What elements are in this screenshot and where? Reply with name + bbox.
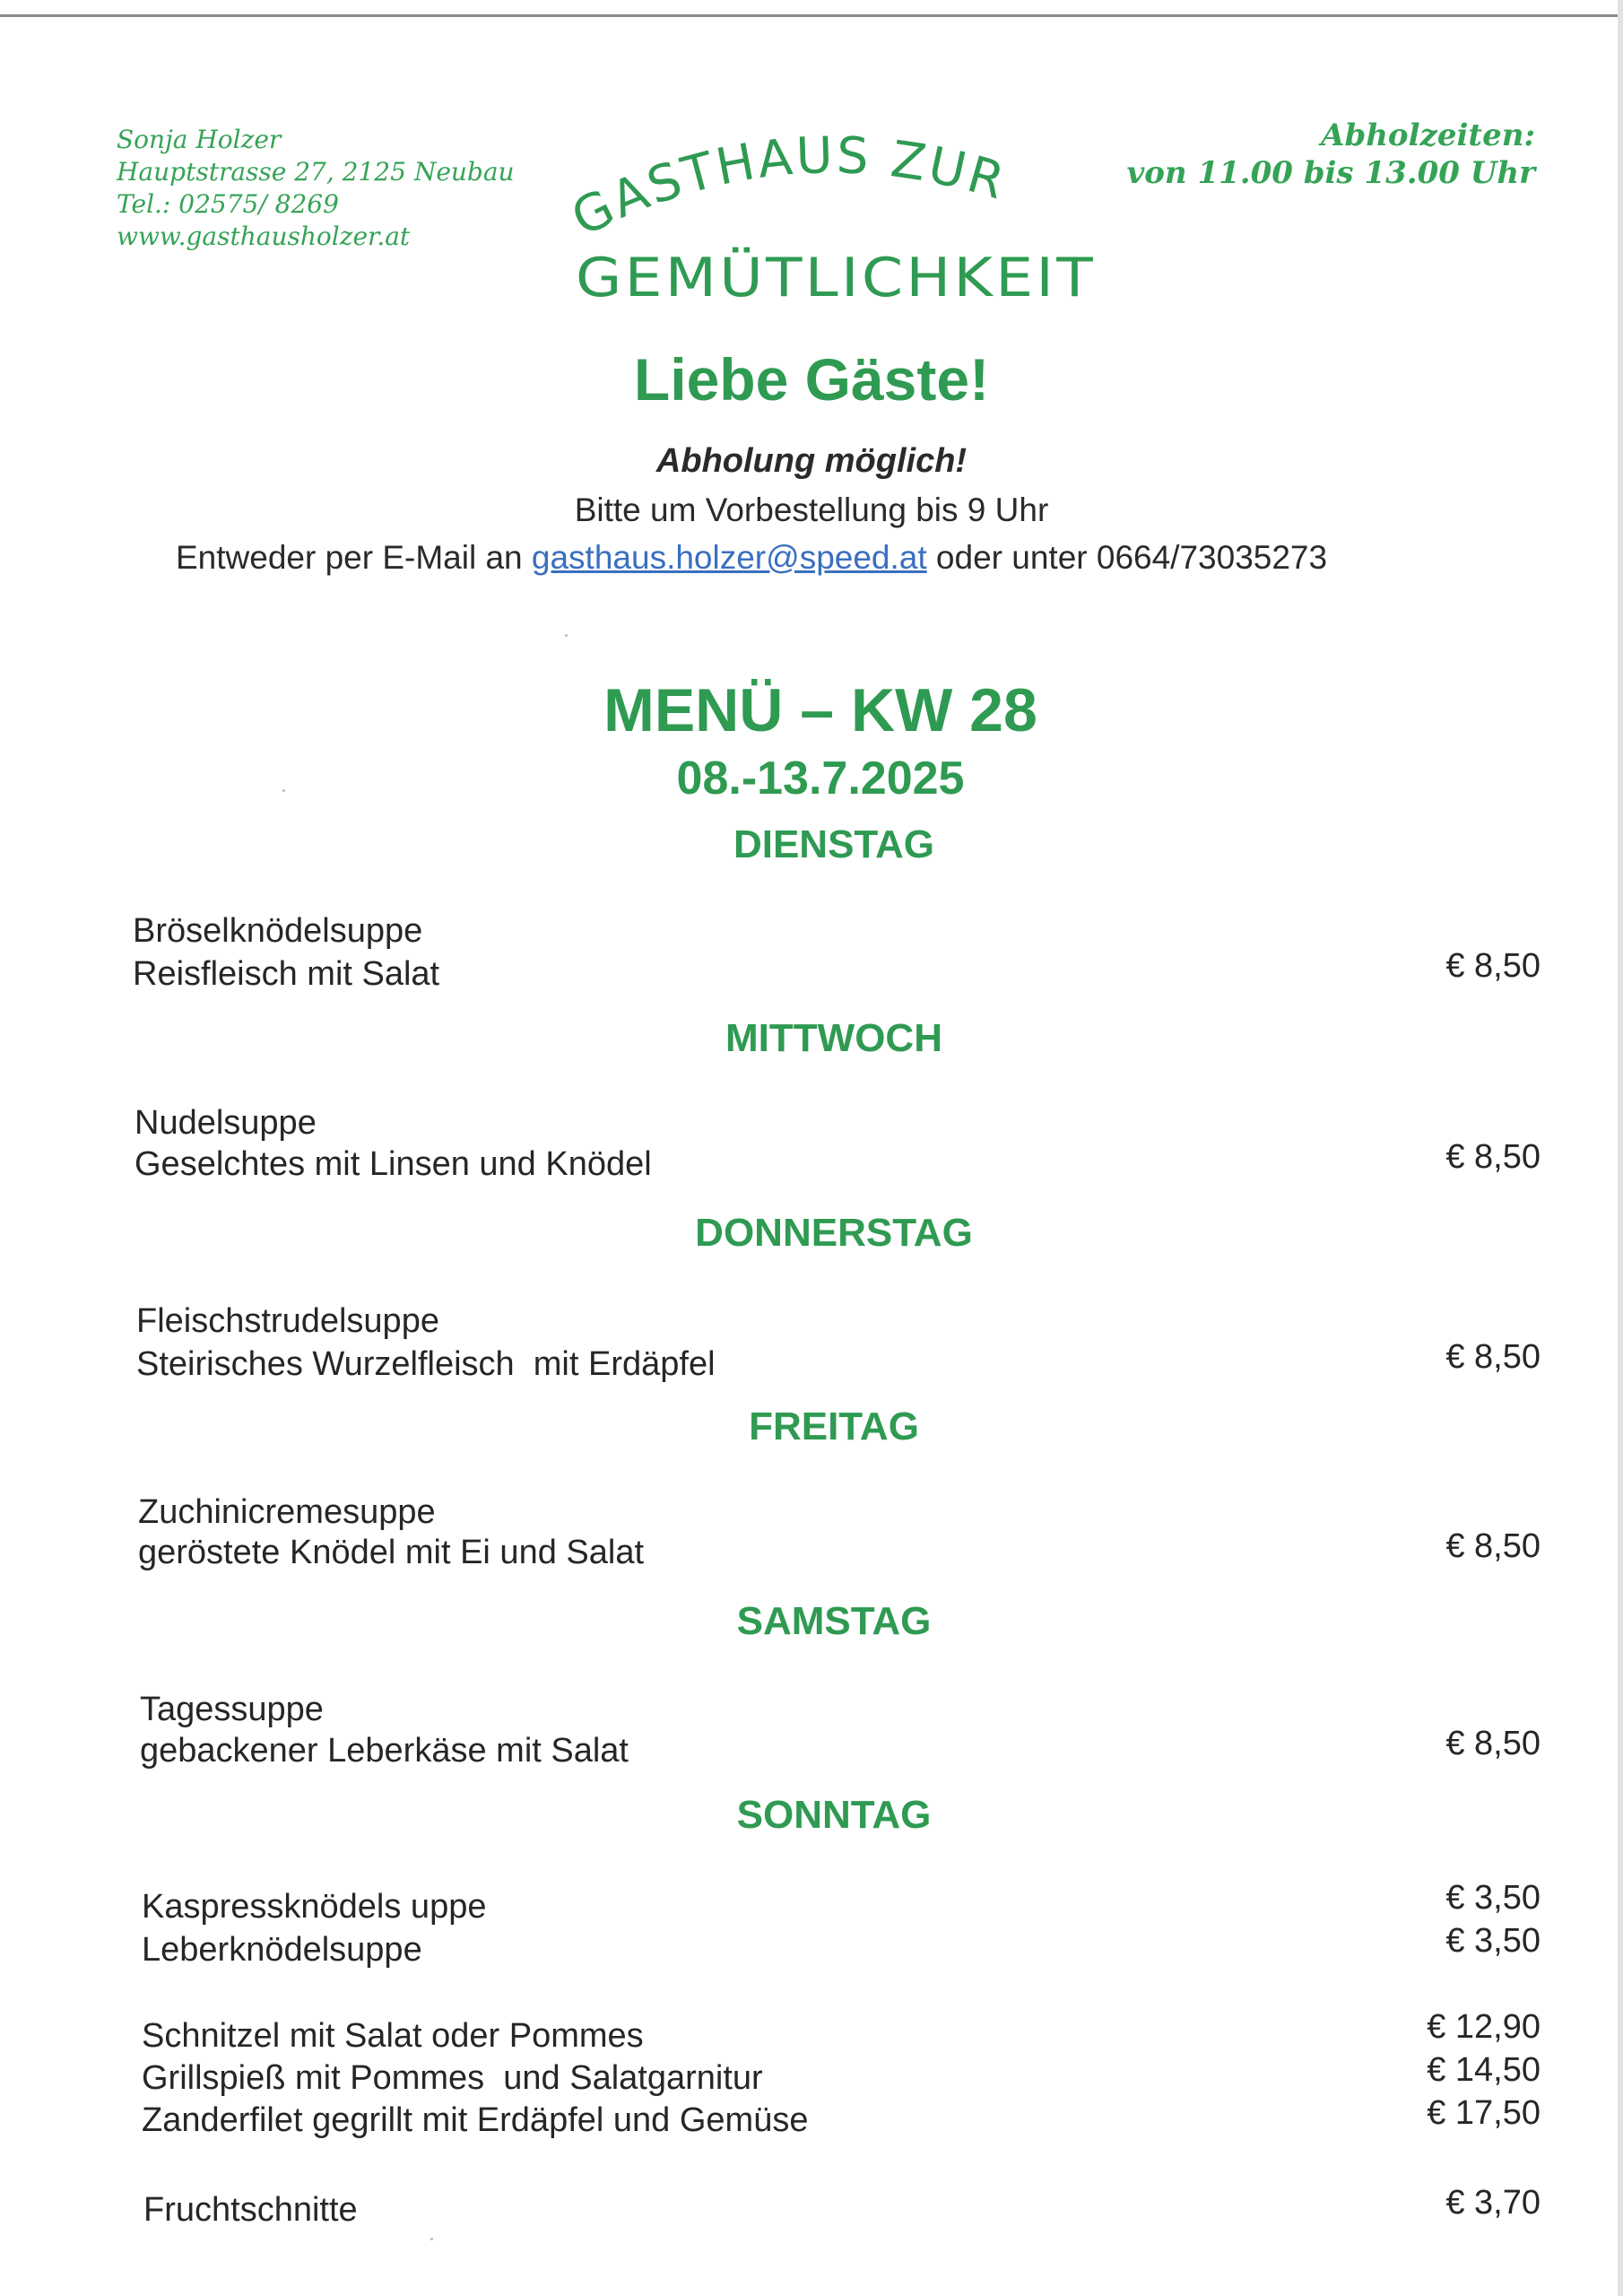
- scan-speck: [565, 634, 568, 637]
- menu-item-price: € 8,50: [1445, 1338, 1541, 1376]
- pickup-times: [1126, 117, 1535, 192]
- menu-date-range: 08.-13.7.2025: [676, 752, 965, 804]
- order-contact-line: [176, 539, 1327, 577]
- menu-item-dish: Schnitzel mit Salat oder Pommes: [142, 2017, 644, 2055]
- logo-line-2: GEMÜTLICHKEIT: [576, 247, 1047, 309]
- menu-item-price: € 3,70: [1445, 2184, 1541, 2222]
- pickup-possible-note: Abholung möglich!: [655, 442, 968, 480]
- contact-name: Sonja Holzer: [117, 125, 282, 154]
- scan-top-edge: [0, 14, 1623, 17]
- day-heading-friday: FREITAG: [749, 1405, 919, 1448]
- day-heading-thursday: DONNERSTAG: [695, 1211, 973, 1255]
- greeting: Liebe Gäste!: [633, 346, 990, 413]
- logo-line-1: GASTHAUS ZUR: [562, 126, 1013, 248]
- menu-item-dish: geröstete Knödel mit Ei und Salat: [138, 1534, 645, 1571]
- scan-right-edge: [1618, 0, 1623, 2296]
- menu-item-dish: Leberknödelsuppe: [142, 1931, 422, 1969]
- menu-item-dish: Fleischstrudelsuppe: [136, 1302, 439, 1340]
- menu-item-dish: Geselchtes mit Linsen und Knödel: [135, 1145, 652, 1183]
- menu-item-price: € 8,50: [1445, 947, 1541, 985]
- day-heading-saturday: SAMSTAG: [736, 1599, 932, 1643]
- menu-item-dish: Kaspressknödels uppe: [142, 1888, 487, 1926]
- menu-item-dish: Fruchtschnitte: [143, 2191, 358, 2229]
- day-heading-sunday: SONNTAG: [736, 1793, 932, 1837]
- menu-item-dish: Reisfleisch mit Salat: [133, 955, 440, 993]
- menu-item-dish: Nudelsuppe: [135, 1104, 317, 1142]
- email-link[interactable]: gasthaus.holzer@speed.at: [531, 539, 927, 576]
- contact-block: [117, 124, 515, 253]
- menu-item-price: € 12,90: [1427, 2008, 1541, 2046]
- restaurant-logo-graphic: [556, 126, 1112, 323]
- menu-item-price: € 8,50: [1445, 1138, 1541, 1176]
- menu-item-price: € 3,50: [1445, 1922, 1541, 1960]
- scan-speck: [282, 789, 285, 792]
- menu-item-price: € 8,50: [1445, 1527, 1541, 1565]
- restaurant-logo: [556, 126, 1112, 323]
- menu-item-price: € 14,50: [1427, 2051, 1541, 2089]
- menu-item-dish: Grillspieß mit Pommes und Salatgarnitur: [142, 2059, 763, 2097]
- menu-title: MENÜ – KW 28: [603, 676, 1037, 744]
- menu-item-price: € 3,50: [1445, 1879, 1541, 1917]
- contact-suffix: oder unter 0664/73035273: [926, 539, 1328, 576]
- day-heading-wednesday: MITTWOCH: [725, 1016, 942, 1060]
- menu-item-dish: Zanderfilet gegrillt mit Erdäpfel und Gemüse: [142, 2101, 809, 2139]
- menu-item-dish: Zuchinicremesuppe: [138, 1493, 436, 1531]
- menu-item-dish: gebackener Leberkäse mit Salat: [140, 1732, 629, 1770]
- menu-item-dish: Tagessuppe: [140, 1691, 324, 1728]
- scan-speck: [430, 2238, 433, 2240]
- contact-address: Hauptstrasse 27, 2125 Neubau: [117, 157, 515, 187]
- menu-item-price: € 17,50: [1427, 2094, 1541, 2132]
- menu-item-price: € 8,50: [1445, 1725, 1541, 1762]
- pickup-times-label: Abholzeiten:: [1321, 117, 1535, 153]
- pickup-times-hours: von 11.00 bis 13.00 Uhr: [1126, 155, 1535, 191]
- menu-item-dish: Steirisches Wurzelfleisch mit Erdäpfel: [136, 1345, 716, 1383]
- day-heading-tuesday: DIENSTAG: [733, 822, 935, 866]
- preorder-note: Bitte um Vorbestellung bis 9 Uhr: [574, 491, 1049, 528]
- contact-phone: Tel.: 02575/ 8269: [117, 189, 339, 219]
- menu-item-dish: Bröselknödelsuppe: [133, 912, 423, 950]
- contact-website: www.gasthausholzer.at: [117, 222, 411, 251]
- contact-prefix: Entweder per E-Mail an: [176, 539, 532, 576]
